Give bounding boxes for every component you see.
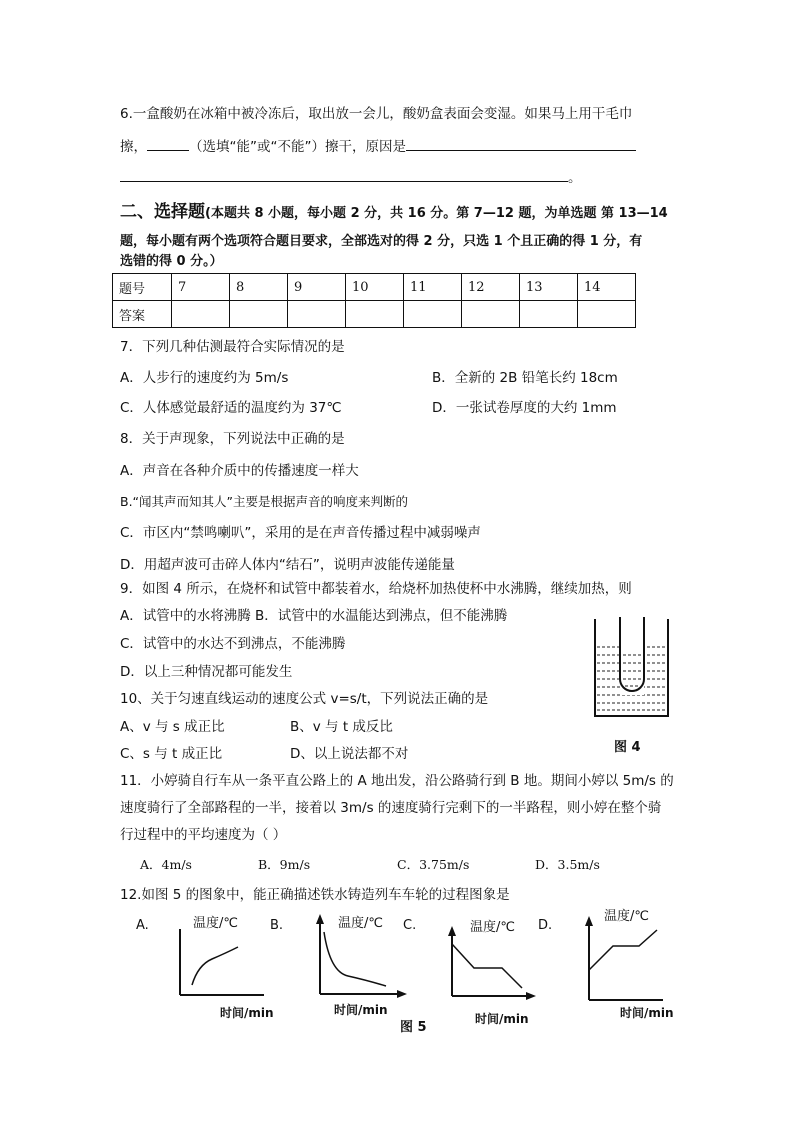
question-number-cell: 13 (520, 274, 578, 301)
q11-option-a: A．4m/s (140, 857, 192, 872)
answer-table-answer-row (113, 301, 636, 328)
q10-option-c: C、s 与 t 成正比 (120, 746, 223, 762)
graph-d-ylabel: 温度/℃ (604, 909, 649, 924)
graph-b (308, 912, 408, 1002)
question-number-label: 题号 (113, 274, 172, 301)
q9-option-c: C．试管中的水达不到沸点，不能沸腾 (120, 636, 346, 652)
q6-line1: 6.一盒酸奶在冰箱中被冷冻后，取出放一会儿，酸奶盒表面会变湿。如果马上用干毛巾 (120, 106, 633, 122)
q6-blank-1[interactable] (147, 136, 189, 151)
graph-a (168, 925, 268, 1000)
graph-d-xlabel: 时间/min (620, 1006, 674, 1020)
q7-option-c: C．人体感觉最舒适的温度约为 37℃ (120, 400, 342, 416)
q12-stem: 12.如图 5 的图象中，能正确描述铁水铸造列车车轮的过程图象是 (120, 887, 510, 903)
answer-cell[interactable] (578, 301, 636, 328)
answer-cell[interactable] (230, 301, 288, 328)
q10-option-d: D、以上说法都不对 (290, 746, 409, 762)
answer-label: 答案 (113, 301, 172, 328)
question-number-cell: 7 (172, 274, 230, 301)
q7-stem: 7．下列几种估测最符合实际情况的是 (120, 339, 345, 355)
q10-option-a: A、v 与 s 成正比 (120, 719, 225, 735)
q8-option-d: D．用超声波可击碎人体内“结石”，说明声波能传递能量 (120, 557, 455, 573)
q6-line2 (120, 136, 636, 156)
q6-line2-a: 擦， (120, 139, 147, 155)
q8-option-c: C．市区内“禁鸣喇叭”，采用的是在声音传播过程中减弱噪声 (120, 525, 481, 541)
q7-option-d: D．一张试卷厚度的大约 1mm (432, 400, 617, 416)
q8-stem: 8．关于声现象，下列说法中正确的是 (120, 431, 345, 447)
figure5-caption: 图 5 (400, 1020, 427, 1035)
q12-option-d-label: D. (538, 918, 553, 933)
graph-d-line (589, 930, 657, 970)
graph-a-ylabel: 温度/℃ (193, 916, 238, 931)
q11-line1: 11．小婷骑自行车从一条平直公路上的 A 地出发，沿公路骑行到 B 地。期间小婷以 5m/s 的 (120, 773, 674, 789)
graph-c (440, 922, 540, 1002)
answer-table-header-row (113, 274, 636, 301)
section2-header (120, 202, 668, 224)
q11-line3: 行过程中的平均速度为（ ） (120, 827, 287, 843)
q12-option-a-label: A. (136, 918, 149, 933)
q9-option-d: D．以上三种情况都可能发生 (120, 664, 293, 680)
q11-line2: 速度骑行了全部路程的一半，接着以 3m/s 的速度骑行完剩下的一半路程，则小婷在整个骑 (120, 800, 662, 816)
section2-title: 二、选择题 (120, 202, 205, 222)
graph-b-ylabel: 温度/℃ (338, 916, 383, 931)
q7-option-a: A．人步行的速度约为 5m/s (120, 370, 289, 386)
q10-option-b: B、v 与 t 成反比 (290, 719, 393, 735)
q9-stem: 9．如图 4 所示，在烧杯和试管中都装着水，给烧杯加热使杯中水沸腾，继续加热，则 (120, 581, 632, 597)
q9-option-ab: A．试管中的水将沸腾 B．试管中的水温能达到沸点，但不能沸腾 (120, 608, 508, 624)
q6-blank-3[interactable] (120, 167, 568, 182)
q11-option-b: B．9m/s (258, 857, 311, 872)
graph-b-curve (324, 932, 386, 986)
graph-c-xlabel: 时间/min (475, 1012, 529, 1026)
question-number-cell: 12 (462, 274, 520, 301)
answer-cell[interactable] (520, 301, 578, 328)
graph-a-curve (192, 947, 238, 985)
q10-stem: 10、关于匀速直线运动的速度公式 v=s/t，下列说法正确的是 (120, 691, 489, 707)
q11-option-d: D．3.5m/s (535, 857, 600, 872)
beaker-figure (588, 615, 674, 721)
q6-line2-b: （选填“能”或“不能”）擦干，原因是 (189, 139, 406, 155)
q6-blank-2[interactable] (406, 136, 636, 151)
section2-desc1: (本题共 8 小题，每小题 2 分，共 16 分。第 7—12 题，为单选题 第 13—14 (205, 206, 668, 221)
q6-line3 (120, 167, 582, 187)
graph-a-xlabel: 时间/min (220, 1006, 274, 1020)
q8-option-a: A．声音在各种介质中的传播速度一样大 (120, 463, 359, 479)
answer-cell[interactable] (288, 301, 346, 328)
answer-cell[interactable] (346, 301, 404, 328)
question-number-cell: 9 (288, 274, 346, 301)
question-number-cell: 8 (230, 274, 288, 301)
graph-c-line (452, 944, 522, 988)
q12-option-c-label: C. (403, 918, 417, 933)
question-number-cell: 11 (404, 274, 462, 301)
q12-option-b-label: B. (270, 918, 284, 933)
q7-option-b: B．全新的 2B 铅笔长约 18cm (432, 370, 618, 386)
question-number-cell: 10 (346, 274, 404, 301)
answer-cell[interactable] (404, 301, 462, 328)
q11-option-c: C．3.75m/s (397, 857, 470, 872)
figure4-caption: 图 4 (614, 740, 641, 755)
q6-period: 。 (568, 170, 582, 186)
section2-desc3: 选错的得 0 分。） (120, 254, 223, 269)
answer-table (112, 273, 636, 328)
answer-cell[interactable] (172, 301, 230, 328)
question-number-cell: 14 (578, 274, 636, 301)
graph-b-xlabel: 时间/min (334, 1003, 388, 1017)
q8-option-b: B.“闻其声而知其人”主要是根据声音的响度来判断的 (120, 494, 409, 509)
graph-d (575, 912, 675, 1007)
answer-cell[interactable] (462, 301, 520, 328)
section2-desc2: 题，每小题有两个选项符合题目要求，全部选对的得 2 分，只选 1 个且正确的得 1 分，有 (120, 234, 643, 249)
graph-c-ylabel: 温度/℃ (470, 920, 515, 935)
